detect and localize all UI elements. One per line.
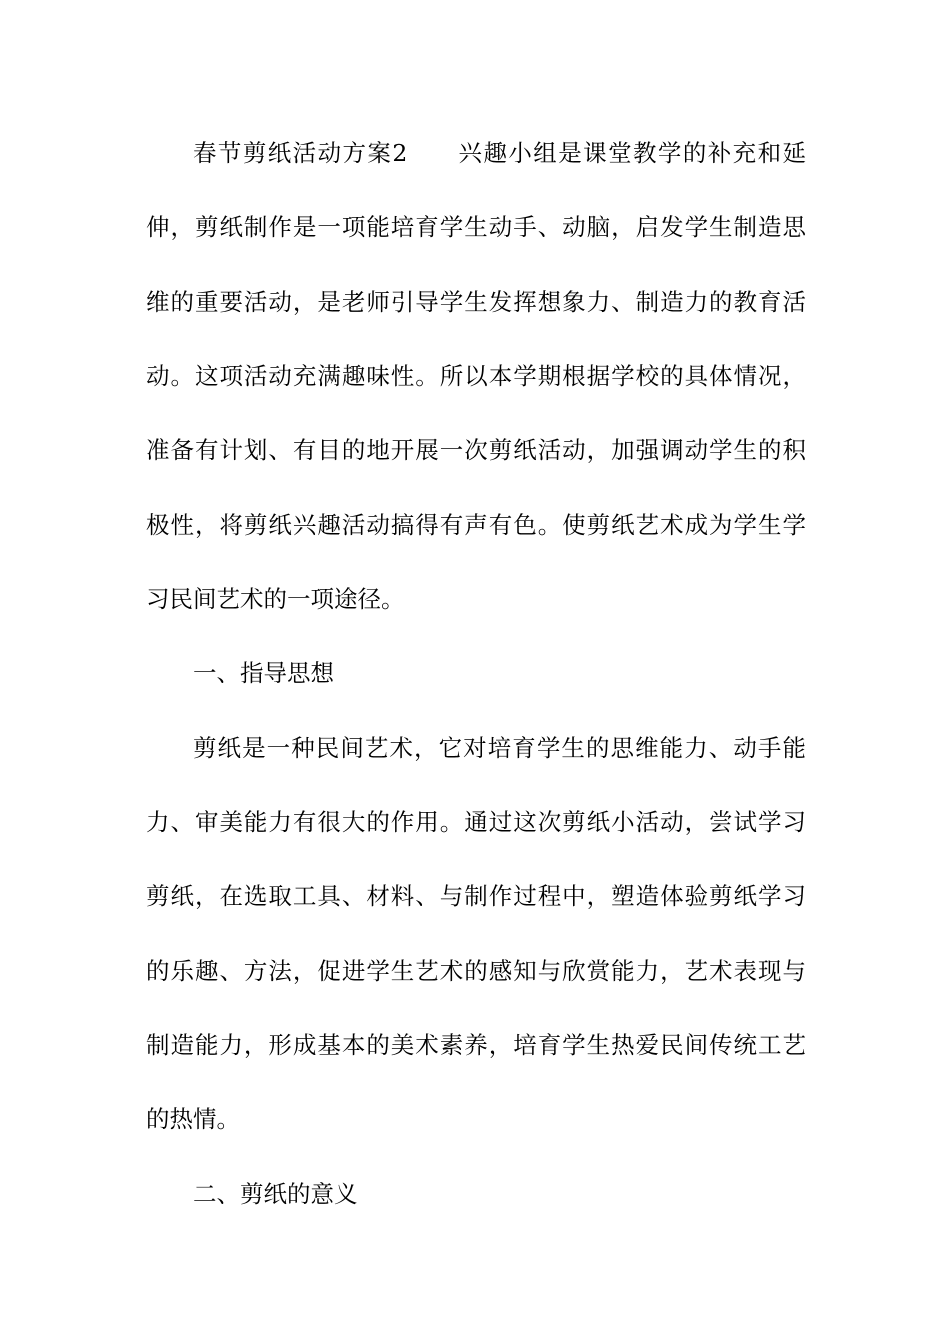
paragraph-line-8: 剪纸是一种民间艺术，它对培育学生的思维能力、动手能: [193, 734, 806, 762]
paragraph-line-6: 极性，将剪纸兴趣活动搞得有声有色。使剪纸艺术成为学生学: [146, 511, 806, 539]
section-heading-2: 二、剪纸的意义: [193, 1180, 358, 1208]
paragraph-line-1: 春节剪纸活动方案2 兴趣小组是课堂教学的补充和延: [193, 139, 806, 167]
paragraph-line-5: 准备有计划、有目的地开展一次剪纸活动，加强调动学生的积: [146, 436, 806, 464]
paragraph-line-7: 习民间艺术的一项途径。: [146, 585, 405, 613]
section-heading-1: 一、指导思想: [193, 659, 334, 687]
paragraph-line-13: 的热情。: [146, 1105, 240, 1133]
paragraph-line-2: 伸，剪纸制作是一项能培育学生动手、动脑，启发学生制造思: [146, 213, 806, 241]
paragraph-line-9: 力、审美能力有很大的作用。通过这次剪纸小活动，尝试学习: [146, 808, 806, 836]
paragraph-line-4: 动。这项活动充满趣味性。所以本学期根据学校的具体情况，: [146, 362, 806, 390]
paragraph-line-11: 的乐趣、方法，促进学生艺术的感知与欣赏能力，艺术表现与: [146, 957, 806, 985]
paragraph-line-10: 剪纸，在选取工具、材料、与制作过程中，塑造体验剪纸学习: [146, 882, 806, 910]
paragraph-line-12: 制造能力，形成基本的美术素养，培育学生热爱民间传统工艺: [146, 1031, 806, 1059]
paragraph-line-3: 维的重要活动，是老师引导学生发挥想象力、制造力的教育活: [146, 288, 806, 316]
